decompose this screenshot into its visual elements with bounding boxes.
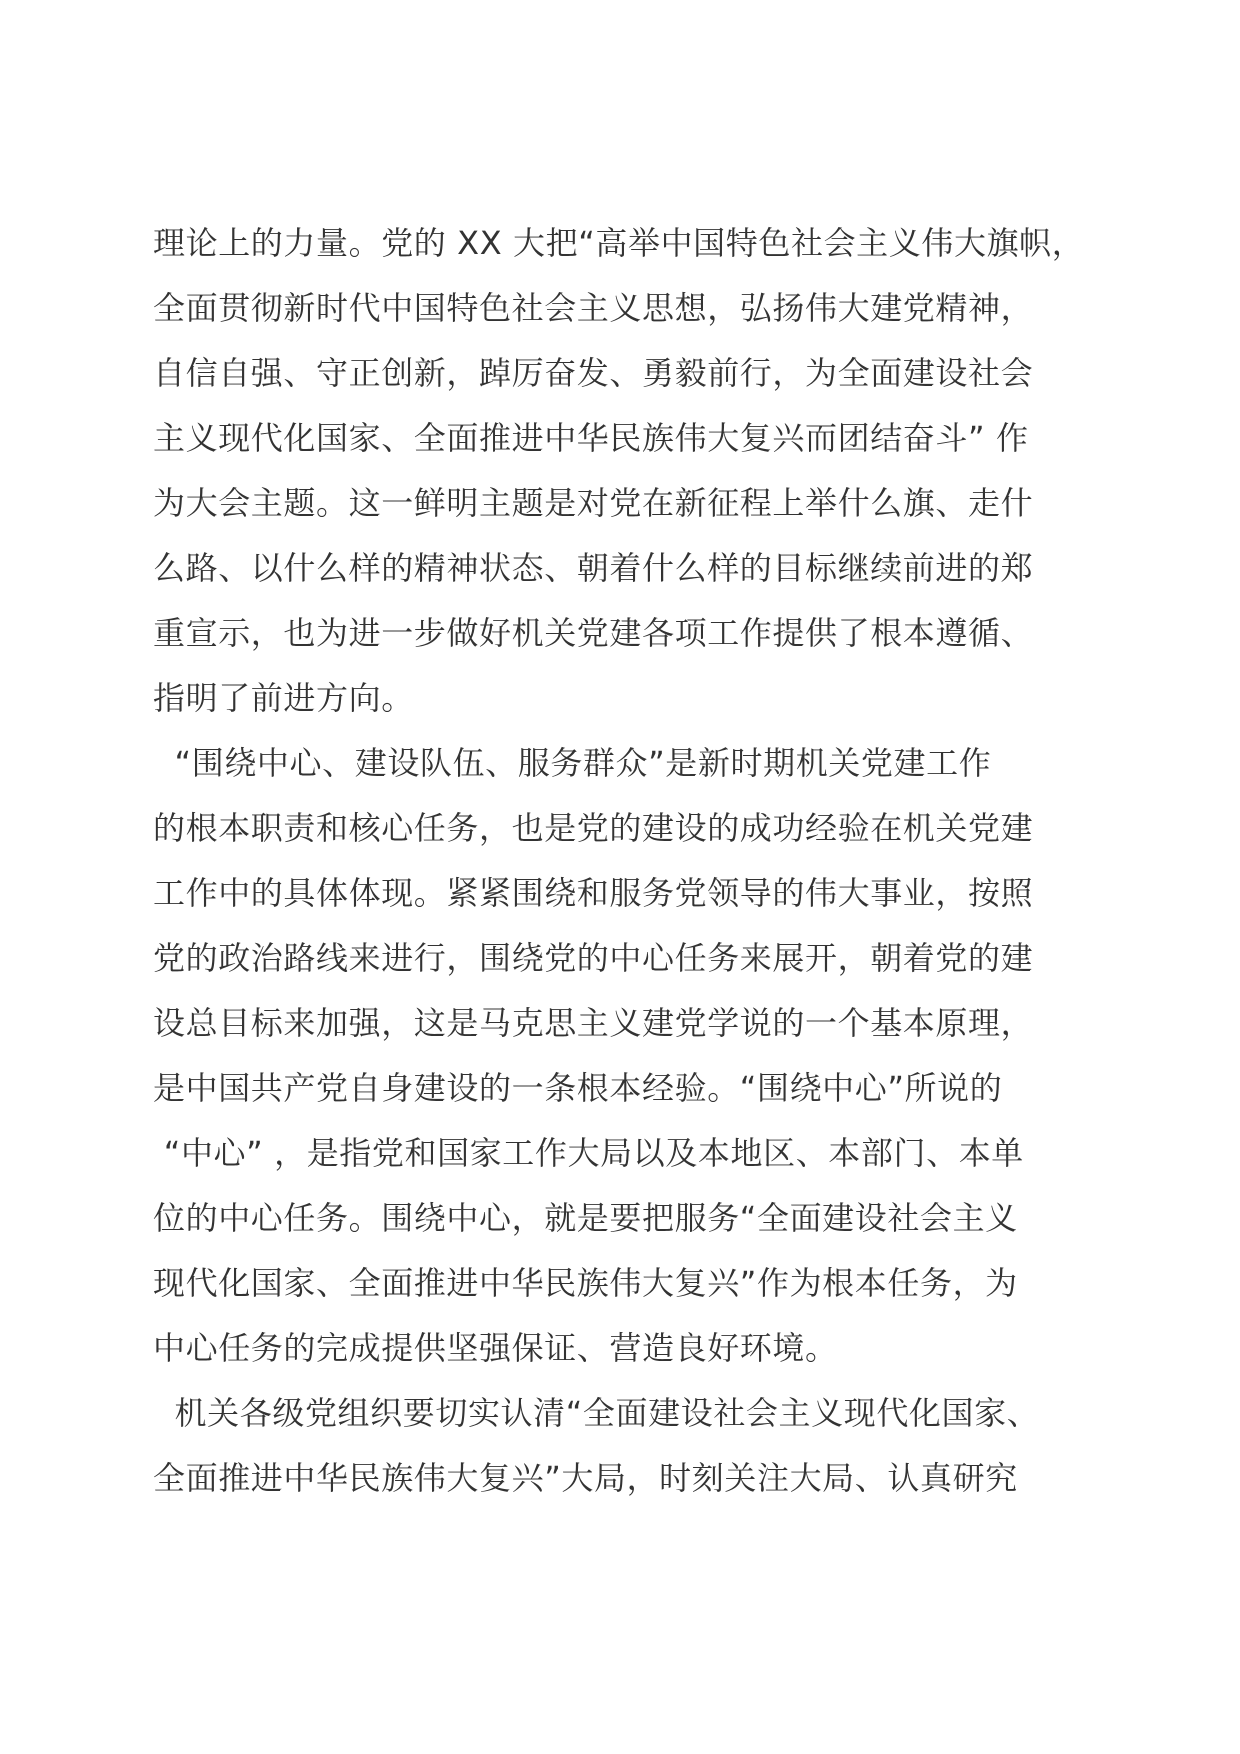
text-line: 自信自强、守正创新，踔厉奋发、勇毅前行，为全面建设社会 xyxy=(153,354,1034,392)
text-line: 机关各级党组织要切实认清“全面建设社会主义现代化国家、 xyxy=(153,1394,1040,1432)
paragraph-2 xyxy=(153,731,1088,1381)
text-line: “中心” ，是指党和国家工作大局以及本地区、本部门、本单 xyxy=(153,1134,1024,1172)
text-line: 重宣示，也为进一步做好机关党建各项工作提供了根本遵循、 xyxy=(153,614,1034,652)
text-line: 主义现代化国家、全面推进中华民族伟大复兴而团结奋斗” 作 xyxy=(153,419,1029,457)
text-line: 的根本职责和核心任务，也是党的建设的成功经验在机关党建 xyxy=(153,809,1034,847)
text-line: 党的政治路线来进行，围绕党的中心任务来展开，朝着党的建 xyxy=(153,939,1034,977)
text-line: 么路、以什么样的精神状态、朝着什么样的目标继续前进的郑 xyxy=(153,549,1034,587)
paragraph-1 xyxy=(153,211,1088,731)
document-body xyxy=(153,211,1088,1511)
text-line: 指明了前进方向。 xyxy=(153,679,414,717)
text-line: 位的中心任务。围绕中心，就是要把服务“全面建设社会主义 xyxy=(153,1199,1018,1237)
text-line: 全面推进中华民族伟大复兴”大局，时刻关注大局、认真研究 xyxy=(153,1459,1018,1497)
text-line: 为大会主题。这一鲜明主题是对党在新征程上举什么旗、走什 xyxy=(153,484,1034,522)
text-line: 中心任务的完成提供坚强保证、营造良好环境。 xyxy=(153,1329,838,1367)
text-line: 设总目标来加强，这是马克思主义建党学说的一个基本原理， xyxy=(153,1004,1034,1042)
paragraph-3 xyxy=(153,1381,1088,1511)
text-line: 全面贯彻新时代中国特色社会主义思想，弘扬伟大建党精神， xyxy=(153,289,1034,327)
text-line: 现代化国家、全面推进中华民族伟大复兴”作为根本任务，为 xyxy=(153,1264,1018,1302)
text-line: “围绕中心、建设队伍、服务群众”是新时期机关党建工作 xyxy=(153,744,992,782)
text-line: 工作中的具体体现。紧紧围绕和服务党领导的伟大事业，按照 xyxy=(153,874,1034,912)
text-line: 是中国共产党自身建设的一条根本经验。“围绕中心”所说的 xyxy=(153,1069,1003,1107)
text-line: 理论上的力量。党的 XX 大把“高举中国特色社会主义伟大旗帜， xyxy=(153,224,1085,262)
